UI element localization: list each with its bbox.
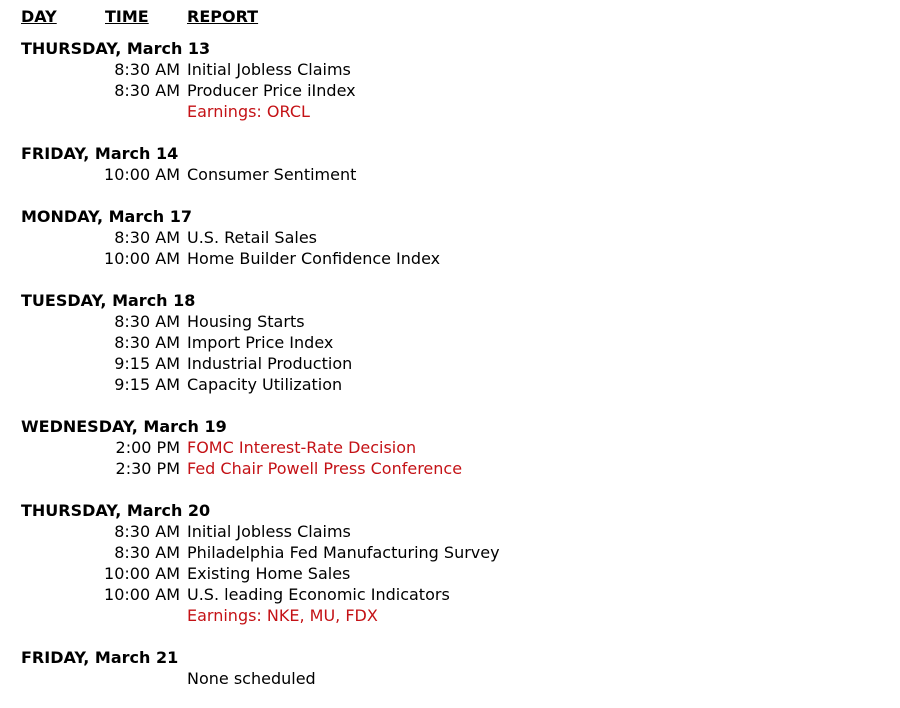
day-title: TUESDAY, March 18	[21, 291, 196, 310]
event-report: Capacity Utilization	[187, 375, 343, 394]
event-report-highlight: Earnings: ORCL	[187, 102, 310, 121]
event-time: 8:30 AM	[114, 333, 180, 352]
day-list	[21, 38, 881, 689]
day-block	[21, 290, 881, 395]
event-report: Initial Jobless Claims	[187, 522, 351, 541]
calendar-row	[21, 542, 881, 563]
event-report: Housing Starts	[187, 312, 305, 331]
day-title: THURSDAY, March 13	[21, 39, 211, 58]
event-time: 8:30 AM	[114, 81, 180, 100]
event-report: Home Builder Confidence Index	[187, 249, 441, 268]
calendar-row	[21, 668, 881, 689]
event-report: None scheduled	[187, 669, 316, 688]
economic-calendar	[21, 6, 881, 689]
event-time: 2:00 PM	[115, 438, 180, 457]
column-header-time: TIME	[105, 7, 149, 26]
event-time: 10:00 AM	[104, 165, 180, 184]
event-report-highlight: FOMC Interest-Rate Decision	[187, 438, 417, 457]
calendar-row	[21, 227, 881, 248]
event-time: 8:30 AM	[114, 60, 180, 79]
day-block	[21, 206, 881, 269]
event-time: 9:15 AM	[114, 354, 180, 373]
calendar-row	[21, 248, 881, 269]
event-report: U.S. leading Economic Indicators	[187, 585, 450, 604]
day-title: WEDNESDAY, March 19	[21, 417, 227, 436]
calendar-row	[21, 80, 881, 101]
calendar-row	[21, 374, 881, 395]
day-title: FRIDAY, March 14	[21, 144, 179, 163]
calendar-row	[21, 101, 881, 122]
event-time: 2:30 PM	[115, 459, 180, 478]
event-report: Initial Jobless Claims	[187, 60, 351, 79]
event-time: 10:00 AM	[104, 585, 180, 604]
calendar-row	[21, 563, 881, 584]
event-report-highlight: Earnings: NKE, MU, FDX	[187, 606, 378, 625]
event-report: Consumer Sentiment	[187, 165, 357, 184]
day-block	[21, 500, 881, 626]
calendar-row	[21, 311, 881, 332]
event-time: 10:00 AM	[104, 564, 180, 583]
event-time: 8:30 AM	[114, 543, 180, 562]
event-report: Existing Home Sales	[187, 564, 351, 583]
day-title: FRIDAY, March 21	[21, 648, 179, 667]
day-title: THURSDAY, March 20	[21, 501, 211, 520]
column-header-row	[21, 6, 881, 27]
day-block	[21, 416, 881, 479]
column-header-report: REPORT	[187, 7, 259, 26]
calendar-row	[21, 458, 881, 479]
event-time: 8:30 AM	[114, 522, 180, 541]
event-report: Import Price Index	[187, 333, 334, 352]
calendar-row	[21, 164, 881, 185]
event-time: 8:30 AM	[114, 312, 180, 331]
day-title: MONDAY, March 17	[21, 207, 192, 226]
event-report: Producer Price iIndex	[187, 81, 356, 100]
event-report: Industrial Production	[187, 354, 353, 373]
day-block	[21, 143, 881, 185]
event-time: 8:30 AM	[114, 228, 180, 247]
event-time: 9:15 AM	[114, 375, 180, 394]
calendar-row	[21, 521, 881, 542]
event-report: U.S. Retail Sales	[187, 228, 318, 247]
event-report: Philadelphia Fed Manufacturing Survey	[187, 543, 500, 562]
calendar-row	[21, 605, 881, 626]
day-block	[21, 38, 881, 122]
calendar-row	[21, 353, 881, 374]
calendar-row	[21, 437, 881, 458]
calendar-row	[21, 332, 881, 353]
event-report-highlight: Fed Chair Powell Press Conference	[187, 459, 463, 478]
column-header-day: DAY	[21, 7, 57, 26]
calendar-row	[21, 584, 881, 605]
day-block	[21, 647, 881, 689]
calendar-row	[21, 59, 881, 80]
event-time: 10:00 AM	[104, 249, 180, 268]
